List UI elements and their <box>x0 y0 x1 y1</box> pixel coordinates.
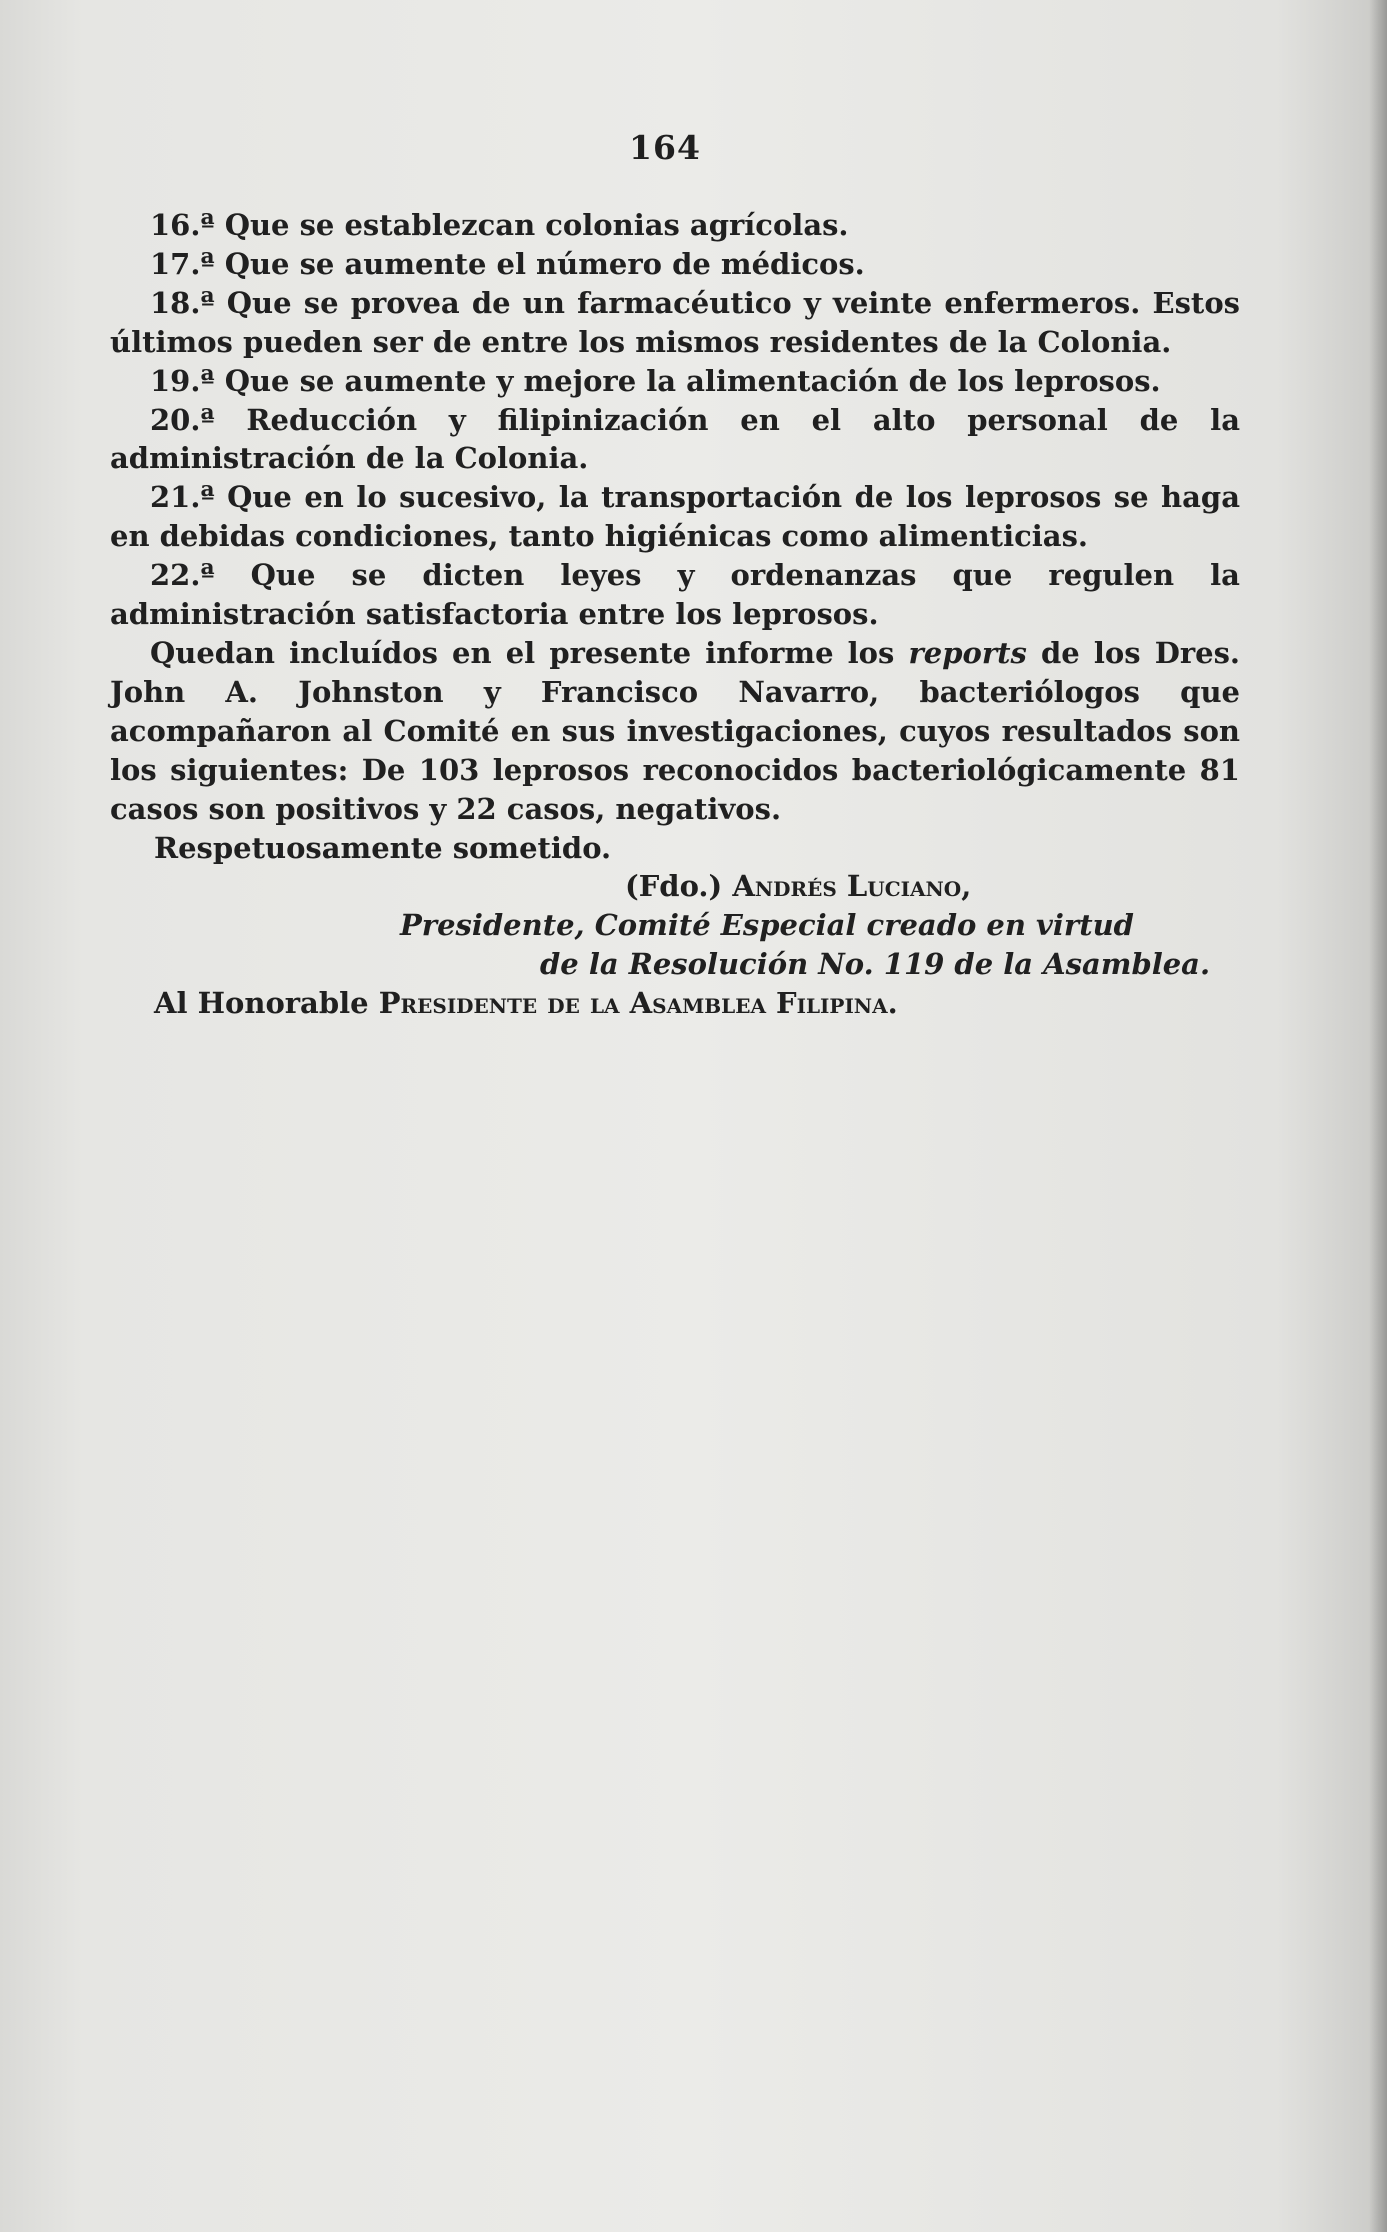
item-number: 22.ª <box>150 558 215 593</box>
list-item-16 <box>110 206 1240 245</box>
page-edge-shadow <box>1369 0 1387 2232</box>
address-prefix: Al Honorable <box>154 986 379 1021</box>
item-number: 18.ª <box>150 285 215 320</box>
signature-name: Andrés Luciano, <box>732 869 972 904</box>
closing-line: Respetuosamente sometido. <box>154 830 612 865</box>
report-text-after: de los Dres. John A. Johnston y Francisco Navarro, bacteriólogos que acompañaron al Comité en sus investigaciones, cuyos resultados son los siguientes: De 103 leprosos reconocidos bacteriológicamente 81 casos son positivos y 22 casos, negativos. <box>110 635 1240 826</box>
address-recipient: Presidente de la Asamblea Filipina. <box>378 986 898 1021</box>
item-text: Que se aumente y mejore la alimentación de los leprosos. <box>224 363 1161 398</box>
signature-title-line-2: de la Resolución No. 119 de la Asamblea. <box>540 947 1211 982</box>
report-text-before: Quedan incluídos en el presente informe los <box>150 635 909 670</box>
item-number: 21.ª <box>150 480 215 515</box>
report-italic-word: reports <box>908 635 1027 670</box>
item-text: Que se dicten leyes y ordenanzas que regulen la administración satisfactoria entre los leprosos. <box>110 558 1240 632</box>
signature-fdo: (Fdo.) <box>625 869 723 904</box>
item-text: Reducción y filipinización en el alto personal de la administración de la Colonia. <box>110 402 1240 476</box>
item-number: 17.ª <box>150 246 215 281</box>
signature-line <box>110 867 1240 906</box>
list-item-22 <box>110 556 1240 634</box>
item-text: Que en lo sucesivo, la transportación de los leprosos se haga en debidas condiciones, tanto higiénicas como alimenticias. <box>110 480 1240 554</box>
item-number: 20.ª <box>150 402 215 437</box>
report-paragraph <box>110 634 1240 829</box>
list-item-18 <box>110 284 1240 362</box>
list-item-17 <box>110 245 1240 284</box>
list-item-19 <box>110 362 1240 401</box>
item-text: Que se provea de un farmacéutico y veinte enfermeros. Estos últimos pueden ser de entre los mismos residentes de la Colonia. <box>110 285 1240 359</box>
item-number: 19.ª <box>150 363 215 398</box>
item-text: Que se establezcan colonias agrícolas. <box>224 208 849 242</box>
item-number: 16.ª <box>150 208 215 242</box>
list-item-21 <box>110 478 1240 556</box>
page-number: 164 <box>629 128 701 167</box>
signature-title-line-1: Presidente, Comité Especial creado en virtud <box>400 908 1134 943</box>
item-text: Que se aumente el número de médicos. <box>224 246 865 281</box>
address-line <box>110 984 1240 1023</box>
document-body <box>110 206 1240 1023</box>
list-item-20 <box>110 401 1240 479</box>
